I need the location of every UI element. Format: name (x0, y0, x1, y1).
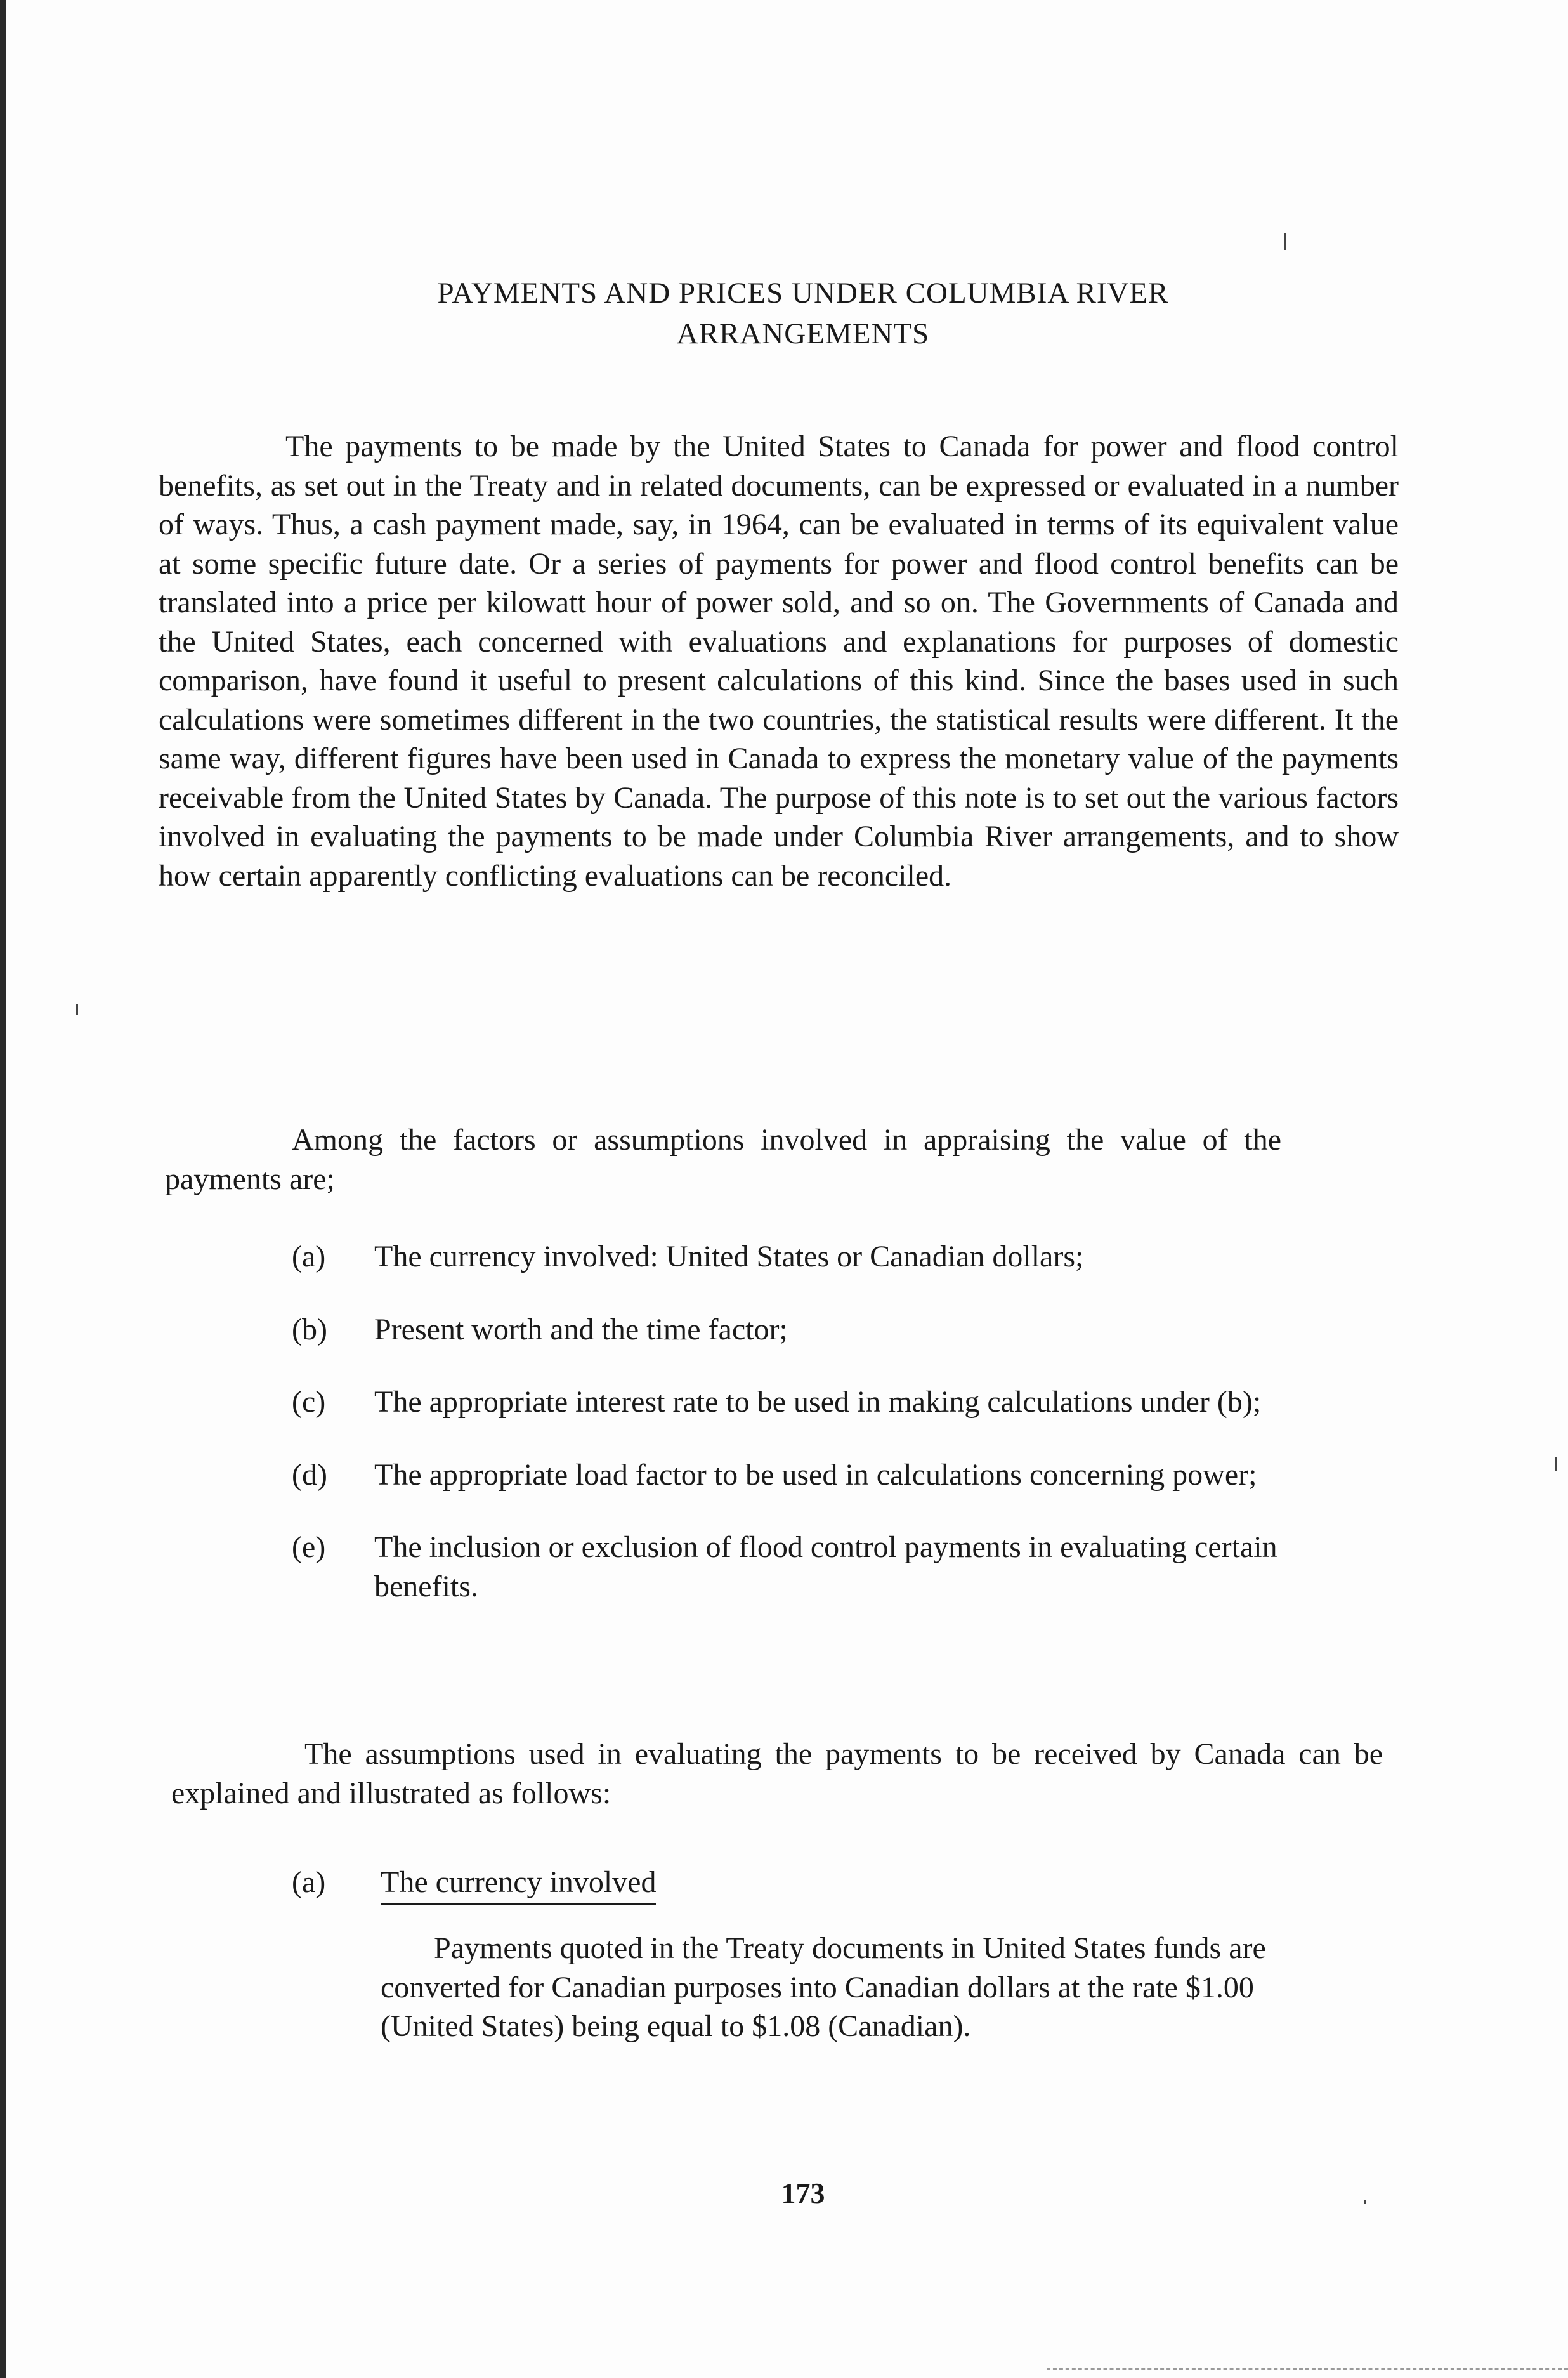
list-item (292, 1237, 1370, 1277)
factors-intro-paragraph: Among the factors or assumptions involved in appraising the value of the payments are; (165, 1123, 1281, 1196)
list-item (292, 1310, 1370, 1350)
section-a-body: Payments quoted in the Treaty documents in United States funds are converted for Canadian purposes into Canadian dollars at the rate $1.00 (United States) being equal to $1.08 (Canadian). (381, 1931, 1266, 2043)
intro-paragraph: The payments to be made by the United States to Canada for power and flood control benefits, as set out in the Treaty and in related documents, can be expressed or evaluated in a number of ways. Thus, a cash payment made, say, in 1964, can be evaluated in terms of its equivalent value at some specific future date. Or a series of payments for power and flood control benefits can be translated into a price per kilowatt hour of power sold, and so on. The Governments of Canada and the United States, each concerned with evaluations and explanations for purposes of domestic comparison, have found it useful to present calculations of this kind. Since the bases used in such calculations were sometimes different in the two countries, the statistical results were different. It the same way, different figures have been used in Canada to express the monetary value of the payments receivable from the United States by Canada. The purpose of this note is to set out the various factors involved in evaluating the payments to be made under Columbia River arrangements, and to show how certain apparently conflicting evaluations can be reconciled. (159, 430, 1399, 893)
scan-speck (1364, 2200, 1366, 2204)
list-item (292, 1383, 1370, 1422)
list-item (292, 1528, 1370, 1606)
scan-speck (76, 1004, 78, 1015)
title-line-2: ARRANGEMENTS (676, 317, 930, 350)
section-a-title: The currency involved (381, 1863, 656, 1905)
list-item-marker: (a) (292, 1240, 326, 1273)
scan-speck (1284, 233, 1286, 250)
page-number: 173 (781, 2177, 825, 2209)
list-item (292, 1455, 1370, 1495)
section-a-heading (292, 1863, 656, 1905)
list-item-marker: (d) (292, 1457, 327, 1492)
list-item-marker: (b) (292, 1312, 327, 1346)
title-line-1: PAYMENTS AND PRICES UNDER COLUMBIA RIVER (437, 277, 1169, 310)
assumptions-paragraph: The assumptions used in evaluating the payments to be received by Canada can be explained and illustrated as follows: (171, 1737, 1383, 1810)
bottom-edge-rule (1047, 2368, 1568, 2372)
list-item-marker: (e) (292, 1530, 326, 1564)
document-title (0, 273, 1568, 354)
list-item-text: The currency involved: United States or Canadian dollars; (374, 1240, 1084, 1273)
section-a-marker: (a) (292, 1865, 326, 1899)
list-item-text: Present worth and the time factor; (374, 1312, 788, 1346)
scan-speck (1555, 1457, 1557, 1471)
left-margin-rule (0, 0, 6, 2378)
list-item-marker: (c) (292, 1385, 326, 1419)
list-item-text: The appropriate interest rate to be used in making calculations under (b); (374, 1385, 1262, 1419)
factors-list (292, 1237, 1370, 1639)
list-item-text: The inclusion or exclusion of flood control payments in evaluating certain benefits. (374, 1530, 1277, 1603)
list-item-text: The appropriate load factor to be used in calculations concerning power; (374, 1457, 1257, 1492)
